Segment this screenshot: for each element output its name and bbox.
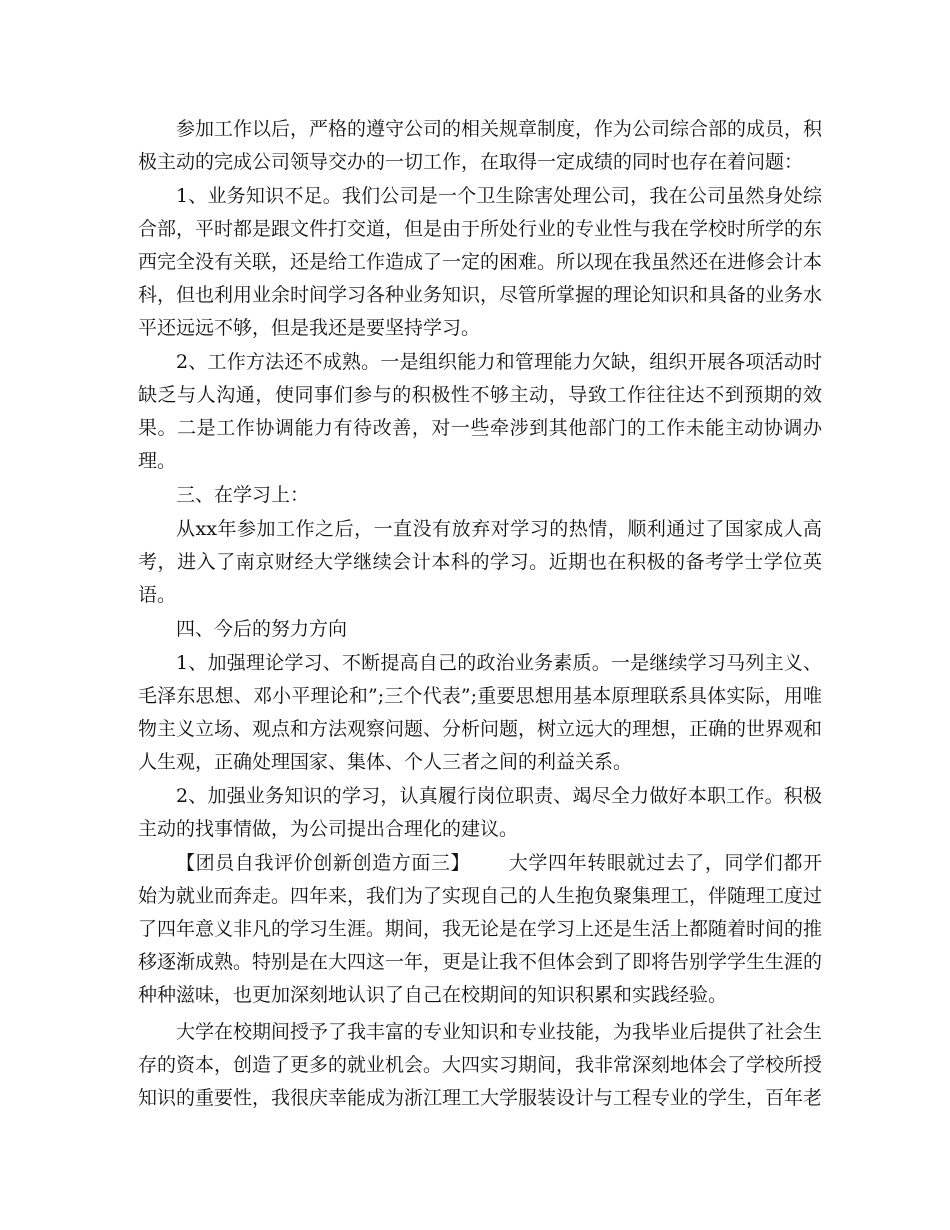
heading-study: 三、在学习上： [176, 484, 310, 506]
section-heading: 【团员自我评价创新创造方面三】 [176, 852, 471, 874]
paragraph-theory-study: 1、加强理论学习、不断提高自己的政治业务素质。一是继续学习马列主义、毛泽东思想、邓小平理论和”;三个代表”;重要思想用基本原理联系具体实际，用唯物主义立场、观点和方法观察问题、分析问题，树立远大的理想，正确的世界观和人生观，正确处理国家、集体、个人三者之间的利益关系。 [138, 652, 823, 773]
section-paragraph: 大学四年转眼就过去了，同学们都开始为就业而奔走。四年来，我们为了实现自己的人生抱负聚集理工，伴随理工度过了四年意义非凡的学习生涯。期间，我无论是在学习上还是生活上都随着时间的推移逐渐成熟。特别是在大四这一年，更是让我不但体会到了即将告别学学生生涯的种种滋味，也更加深刻地认识了自己在校期间的知识积累和实践经验。 [138, 852, 823, 1006]
paragraph-business-knowledge: 1、业务知识不足。我们公司是一个卫生除害处理公司，我在公司虽然身处综合部，平时都是跟文件打交道，但是由于所处行业的专业性与我在学校时所学的东西完全没有关联，还是给工作造成了一定的困难。所以现在我虽然还在进修会计本科，但也利用业余时间学习各种业务知识，尽管所掌握的理论知识和具备的业务水平还远远不够，但是我还是要坚持学习。 [138, 185, 823, 339]
paragraph-university: 大学在校期间授予了我丰富的专业知识和专业技能，为我毕业后提供了社会生存的资本，创造了更多的就业机会。大四实习期间，我非常深刻地体会了学校所授知识的重要性，我很庆幸能成为浙江理工大学服装设计与工程专业的学生，百年老 [138, 1021, 823, 1109]
paragraph-intro: 参加工作以后，严格的遵守公司的相关规章制度，作为公司综合部的成员，积极主动的完成公司领导交办的一切工作，在取得一定成绩的同时也存在着问题： [138, 118, 823, 173]
paragraph-study: 从xx年参加工作之后，一直没有放弃对学习的热情，顺利通过了国家成人高考，进入了南京财经大学继续会计本科的学习。近期也在积极的备考学士学位英语。 [138, 518, 822, 606]
paragraph-work-method: 2、工作方法还不成熟。一是组织能力和管理能力欠缺，组织开展各项活动时缺乏与人沟通，使同事们参与的积极性不够主动，导致工作往往达不到预期的效果。二是工作协调能力有待改善，对一些牵涉到其他部门的工作未能主动协调办理。 [138, 351, 822, 472]
paragraph-section-three [138, 847, 822, 1012]
heading-future-direction: 四、今后的努力方向 [176, 618, 348, 640]
document-body [138, 113, 822, 1115]
paragraph-business-study: 2、加强业务知识的学习，认真履行岗位职责、竭尽全力做好本职工作。积极主动的找事情做，为公司提出合理化的建议。 [138, 785, 822, 840]
